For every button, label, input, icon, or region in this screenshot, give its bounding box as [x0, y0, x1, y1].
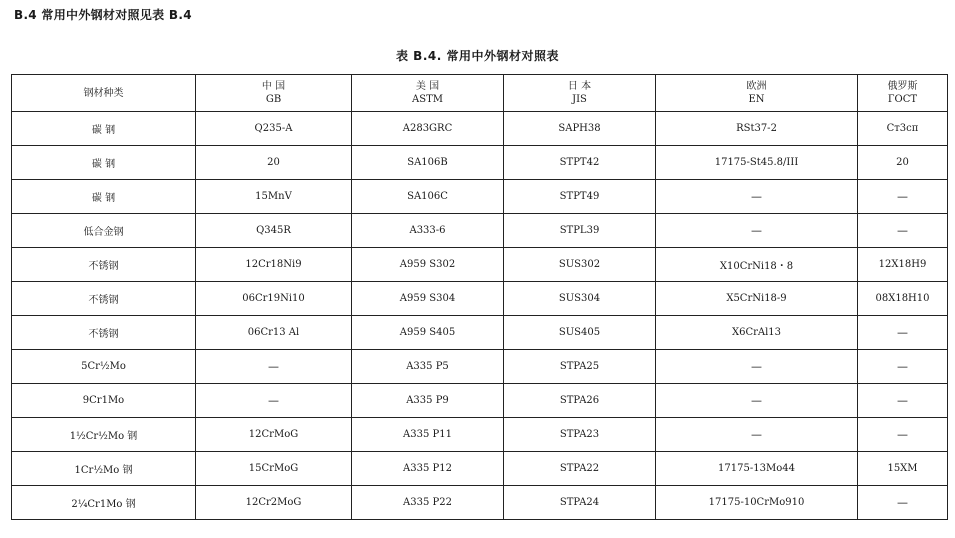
cell-usa-astm: A959 S405	[352, 316, 504, 350]
cell-japan-jis: SUS405	[504, 316, 656, 350]
column-header-europe-en	[656, 75, 858, 112]
cell-usa-astm: A335 P11	[352, 418, 504, 452]
cell-usa-astm: A333-6	[352, 214, 504, 248]
cell-japan-jis: STPA25	[504, 350, 656, 384]
cell-usa-astm: A283GRC	[352, 112, 504, 146]
cell-japan-jis: STPA23	[504, 418, 656, 452]
cell-steel-type: 碳 钢	[12, 112, 196, 146]
cell-usa-astm: A335 P5	[352, 350, 504, 384]
table-row	[12, 418, 948, 452]
cell-europe-en: X5CrNi18-9	[656, 282, 858, 316]
cell-steel-type: 5Cr½Mo	[12, 350, 196, 384]
cell-europe-en: —	[656, 350, 858, 384]
column-header-code: GB	[265, 94, 282, 105]
cell-steel-type: 不锈钢	[12, 282, 196, 316]
cell-usa-astm: A335 P12	[352, 452, 504, 486]
table-row	[12, 350, 948, 384]
column-header-usa-astm	[352, 75, 504, 112]
cell-china-gb: —	[196, 384, 352, 418]
cell-japan-jis: STPT42	[504, 146, 656, 180]
cell-russia-gost: 08X18H10	[858, 282, 948, 316]
cell-europe-en: —	[656, 418, 858, 452]
column-header-name: 俄罗斯	[887, 81, 918, 92]
cell-china-gb: —	[196, 350, 352, 384]
cell-japan-jis: STPA26	[504, 384, 656, 418]
column-header-code: JIS	[572, 94, 587, 105]
cell-usa-astm: SA106C	[352, 180, 504, 214]
cell-japan-jis: SUS304	[504, 282, 656, 316]
column-header-russia-gost	[858, 75, 948, 112]
cell-russia-gost: 12X18H9	[858, 248, 948, 282]
section-heading: B.4 常用中外钢材对照见表 B.4	[14, 8, 192, 22]
column-header-code: ASTM	[412, 94, 443, 105]
cell-steel-type: 碳 钢	[12, 146, 196, 180]
table-row	[12, 384, 948, 418]
cell-europe-en: X10CrNi18・8	[656, 248, 858, 282]
cell-europe-en: X6CrAl13	[656, 316, 858, 350]
column-header-name: 钢材种类	[83, 87, 124, 99]
cell-japan-jis: STPA22	[504, 452, 656, 486]
cell-china-gb: 12Cr2MoG	[196, 486, 352, 520]
table-row	[12, 452, 948, 486]
cell-usa-astm: A959 S302	[352, 248, 504, 282]
table-row	[12, 486, 948, 520]
cell-china-gb: Q345R	[196, 214, 352, 248]
column-header-japan-jis	[504, 75, 656, 112]
cell-china-gb: 15CrMoG	[196, 452, 352, 486]
cell-china-gb: 06Cr19Ni10	[196, 282, 352, 316]
cell-russia-gost: —	[858, 486, 948, 520]
cell-japan-jis: STPL39	[504, 214, 656, 248]
cell-japan-jis: STPT49	[504, 180, 656, 214]
table-header	[12, 75, 948, 112]
cell-japan-jis: STPA24	[504, 486, 656, 520]
cell-russia-gost: —	[858, 214, 948, 248]
cell-europe-en: 17175-St45.8/III	[656, 146, 858, 180]
cell-russia-gost: —	[858, 418, 948, 452]
cell-steel-type: 2¼Cr1Mo 钢	[12, 486, 196, 520]
cell-steel-type: 9Cr1Mo	[12, 384, 196, 418]
cell-usa-astm: A335 P22	[352, 486, 504, 520]
cell-europe-en: RSt37-2	[656, 112, 858, 146]
cell-china-gb: 12CrMoG	[196, 418, 352, 452]
table-row	[12, 248, 948, 282]
cell-usa-astm: A335 P9	[352, 384, 504, 418]
column-header-name: 欧洲	[746, 81, 767, 92]
table-row	[12, 282, 948, 316]
cell-china-gb: 20	[196, 146, 352, 180]
cell-russia-gost: 20	[858, 146, 948, 180]
table-body	[12, 112, 948, 520]
cell-europe-en: 17175-10CrMo910	[656, 486, 858, 520]
cell-steel-type: 低合金钢	[12, 214, 196, 248]
cell-russia-gost: —	[858, 350, 948, 384]
column-header-name: 中 国	[261, 81, 286, 92]
cell-russia-gost: —	[858, 384, 948, 418]
cell-europe-en: —	[656, 214, 858, 248]
cell-steel-type: 1½Cr½Mo 钢	[12, 418, 196, 452]
cell-japan-jis: SAPH38	[504, 112, 656, 146]
table-row	[12, 316, 948, 350]
column-header-name: 日 本	[567, 81, 592, 92]
cell-russia-gost: —	[858, 316, 948, 350]
cell-europe-en: 17175-13Mo44	[656, 452, 858, 486]
cell-steel-type: 碳 钢	[12, 180, 196, 214]
table-title: 表 B.4. 常用中外钢材对照表	[396, 49, 559, 63]
table-row	[12, 214, 948, 248]
cell-japan-jis: SUS302	[504, 248, 656, 282]
cell-russia-gost: —	[858, 180, 948, 214]
cell-russia-gost: Ст3сп	[858, 112, 948, 146]
column-header-name: 美 国	[415, 81, 440, 92]
cell-europe-en: —	[656, 384, 858, 418]
cell-steel-type: 不锈钢	[12, 248, 196, 282]
cell-steel-type: 1Cr½Mo 钢	[12, 452, 196, 486]
cell-china-gb: 15MnV	[196, 180, 352, 214]
column-header-steel-type	[12, 75, 196, 112]
table-row	[12, 146, 948, 180]
cell-china-gb: 06Cr13 Al	[196, 316, 352, 350]
steel-comparison-table	[11, 74, 948, 520]
column-header-china-gb	[196, 75, 352, 112]
cell-china-gb: 12Cr18Ni9	[196, 248, 352, 282]
cell-usa-astm: SA106B	[352, 146, 504, 180]
cell-china-gb: Q235-A	[196, 112, 352, 146]
cell-russia-gost: 15XM	[858, 452, 948, 486]
header-row	[12, 75, 948, 112]
cell-steel-type: 不锈钢	[12, 316, 196, 350]
table-row	[12, 180, 948, 214]
table-row	[12, 112, 948, 146]
column-header-code: EN	[748, 94, 765, 105]
column-header-code: ГОСТ	[887, 94, 918, 105]
cell-usa-astm: A959 S304	[352, 282, 504, 316]
cell-europe-en: —	[656, 180, 858, 214]
